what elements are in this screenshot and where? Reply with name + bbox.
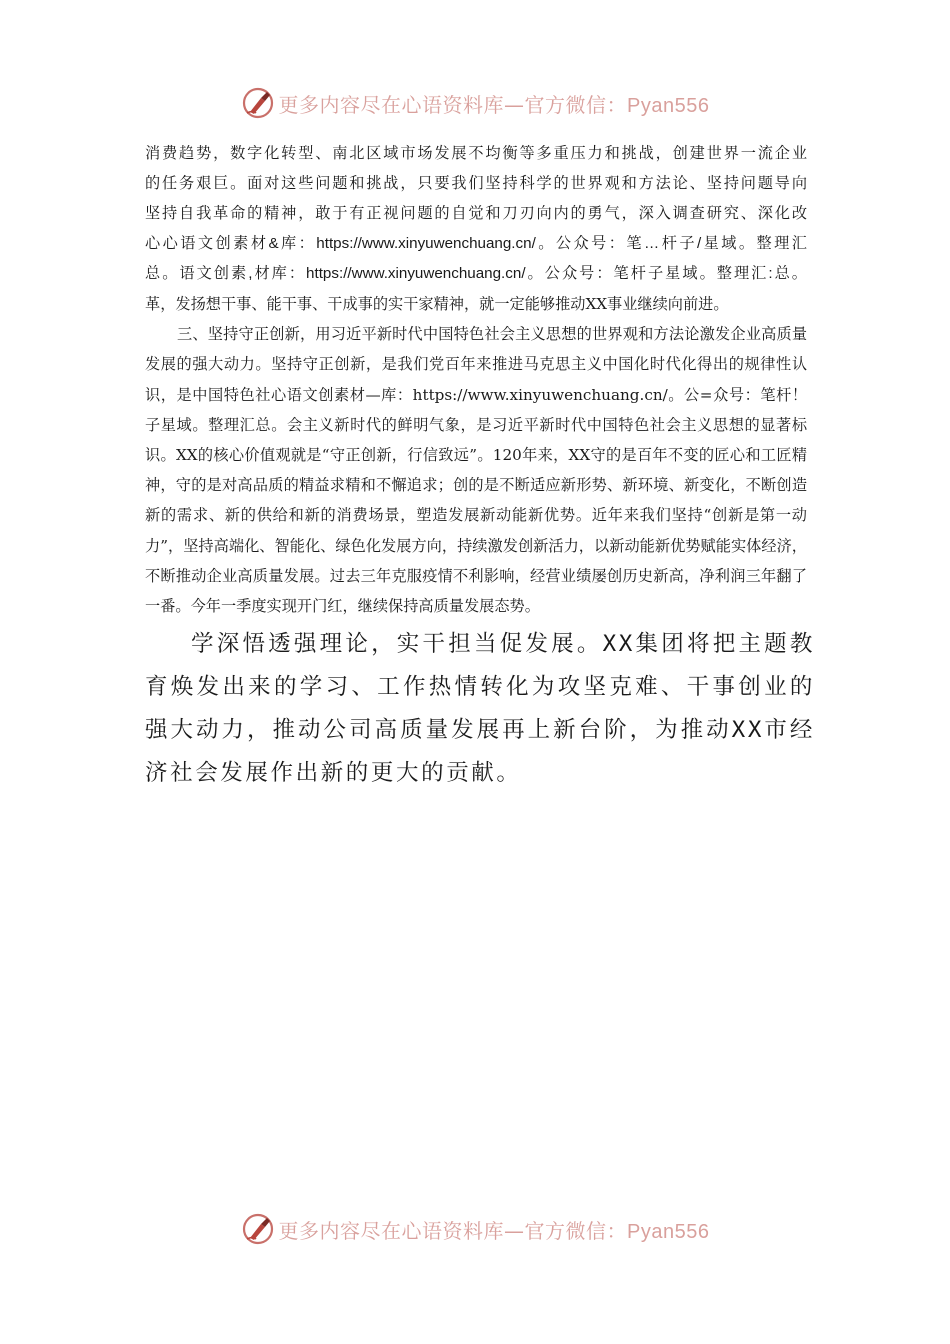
body-line: 的任务艰巨。面对这些问题和挑战，只要我们坚持科学的世界观和方法论、坚持问题导向	[145, 174, 807, 193]
banner-handle: Pyan556	[627, 94, 710, 117]
body-line: 心心语文创素材&库：https://www.xinyuwenchuang.cn/。公众号：笔…杆子/星域。整理汇	[145, 234, 807, 252]
document-body	[145, 138, 815, 795]
closing-paragraph: 学深悟透强理论，实干担当促发展。XX集团将把主题教育焕发出来的学习、工作热情转化为攻坚克难、干事创业的强大动力，推动公司高质量发展再上新台阶，为推动XX市经济社会发展作出新的更大的贡献。	[145, 631, 815, 787]
body-line: 总。语文创素,材库：https://www.xinyuwenchuang.cn/。公众号：笔杆子星域。整理汇:总。	[145, 264, 807, 282]
header-watermark-banner	[0, 83, 950, 123]
body-line: 坚持自我革命的精神，敢于有正视问题的自觉和刀刃向内的勇气，深入调查研究、深化改	[145, 204, 807, 223]
banner-handle: Pyan556	[627, 1220, 710, 1243]
footer-watermark-banner	[0, 1209, 950, 1249]
banner-text: 更多内容尽在心语资料库—官方微信：Pyan556	[278, 1218, 710, 1243]
pen-nib-logo-icon	[241, 86, 275, 120]
body-line: 革，发扬想干事、能干事、干成事的实干家精神，就一定能够推动XX事业继续向前进。	[145, 295, 729, 314]
section-three-paragraph: 三、坚持守正创新，用习近平新时代中国特色社会主义思想的世界观和方法论激发企业高质量发展的强大动力。坚持守正创新，是我们党百年来推进马克思主义中国化时代化得出的规律性认识，是中国特色社心语文创素材—库：https://www.xinyuwenchuang.cn/。公=众号：笔杆！子星域。整理汇总。会主义新时代的鲜明气象，是习近平新时代中国特色社会主义思想的显著标识。XX的核心价值观就是“守正创新，行信致远”。120年来，XX守的是百年不变的匠心和工匠精神，守的是对高品质的精益求精和不懈追求；创的是不断适应新形势、新环境、新变化，不断创造新的需求、新的供给和新的消费场景，塑造发展新动能新优势。近年来我们坚持“创新是第一动力”，坚持高端化、智能化、绿色化发展方向，持续激发创新活力，以新动能新优势赋能实体经济，不断推动企业高质量发展。过去三年克服疫情不利影响，经营业绩屡创历史新高，净利润三年翻了一番。今年一季度实现开门红，继续保持高质量发展态势。	[145, 325, 807, 616]
banner-text: 更多内容尽在心语资料库—官方微信：Pyan556	[278, 92, 710, 117]
body-line: 消费趋势，数字化转型、南北区域市场发展不均衡等多重压力和挑战，创建世界一流企业	[145, 144, 807, 162]
pen-nib-logo-icon	[241, 1212, 275, 1246]
